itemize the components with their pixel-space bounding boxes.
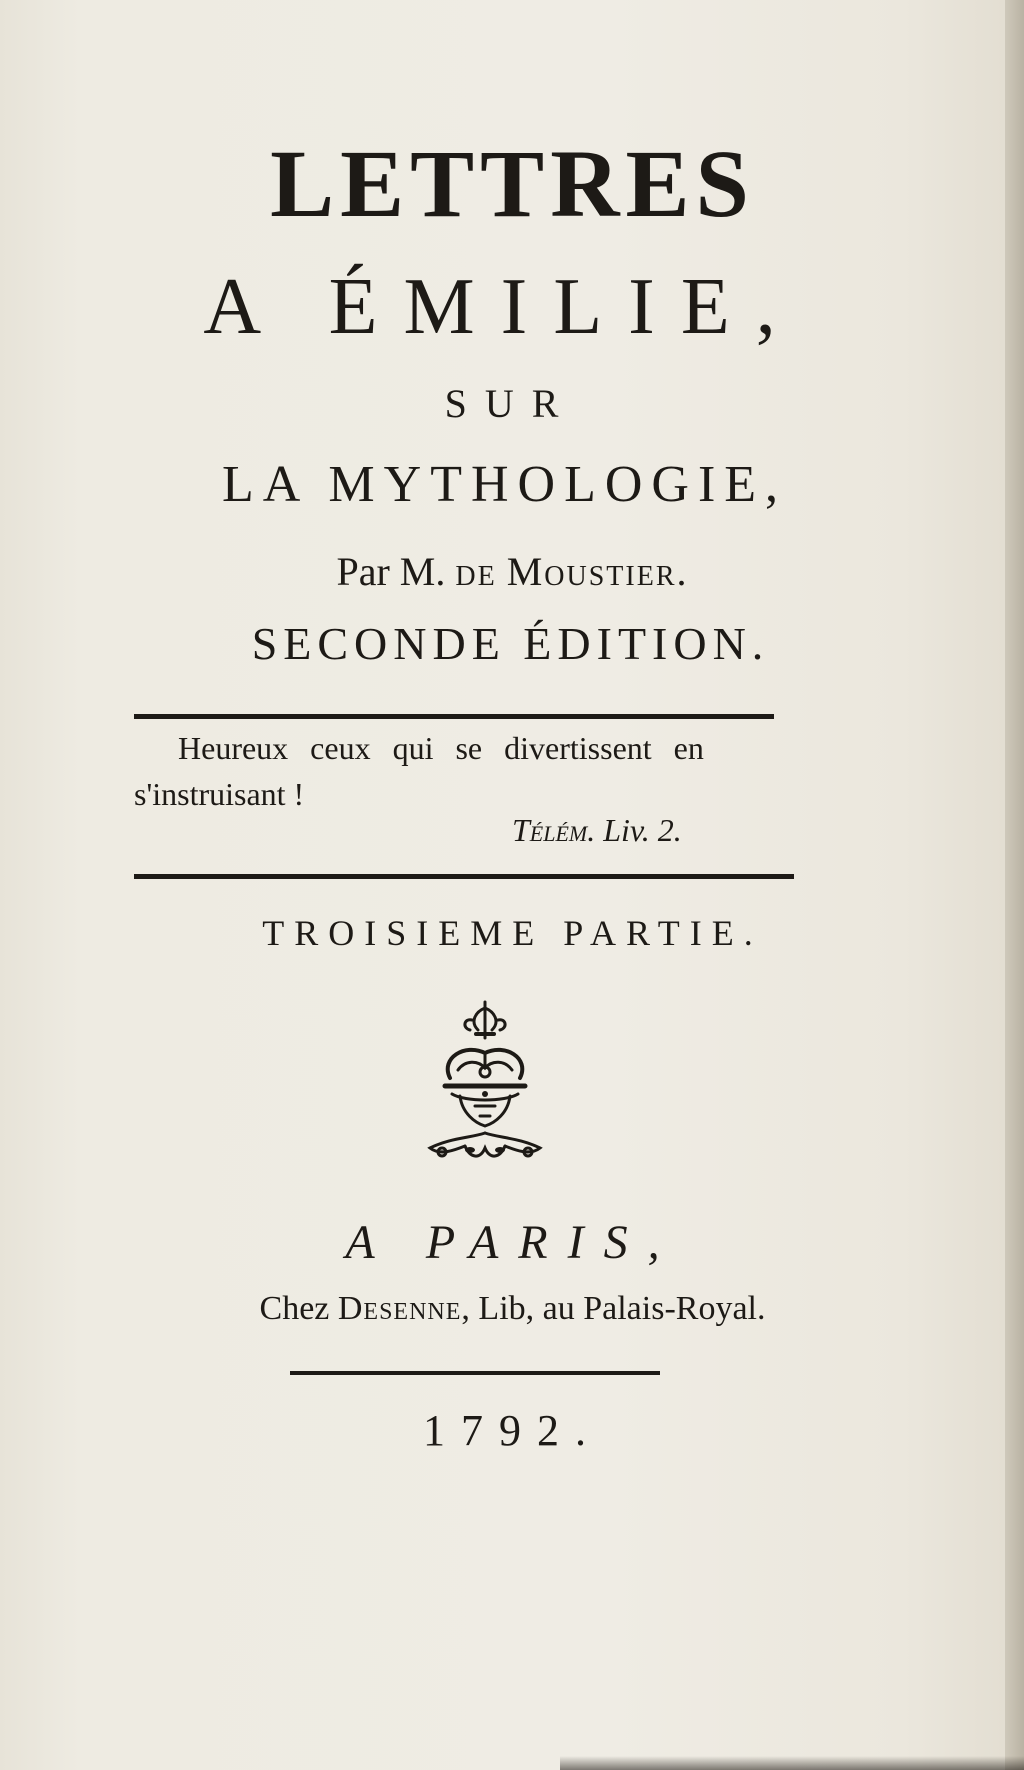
page-edge bbox=[1005, 0, 1024, 1770]
divider-rule-bottom bbox=[134, 874, 794, 879]
author-particle: de bbox=[455, 549, 497, 594]
edition-line: SECONDE ÉDITION. bbox=[251, 618, 770, 669]
author-name: Moustier. bbox=[506, 549, 689, 594]
author-prefix: Par M. bbox=[336, 549, 446, 594]
page-bottom-shadow bbox=[560, 1756, 1024, 1770]
fleur-de-lis-crown-icon bbox=[420, 998, 550, 1173]
epigraph-line-1: Heureux ceux qui se divertissent en bbox=[178, 730, 704, 766]
imprint-publisher bbox=[10, 1290, 1015, 1328]
publisher-name: Desenne bbox=[337, 1290, 462, 1327]
divider-rule-top bbox=[134, 714, 774, 719]
publisher-suffix: , Lib, au Palais-Royal. bbox=[461, 1290, 766, 1327]
title-line-mythologie: LA MYTHOLOGIE, bbox=[221, 456, 788, 513]
publisher-prefix: Chez bbox=[259, 1290, 330, 1327]
part-line: TROISIEME PARTIE. bbox=[262, 913, 763, 953]
title-line-lettres: LETTRES bbox=[270, 130, 755, 237]
epigraph-line-2: s'instruisant ! bbox=[134, 776, 305, 812]
author-line bbox=[10, 548, 1015, 595]
title-line-a-emilie: A ÉMILIE, bbox=[203, 263, 802, 351]
imprint-year: 1792. bbox=[423, 1406, 602, 1455]
epigraph-attribution bbox=[512, 812, 682, 849]
divider-rule-imprint bbox=[290, 1371, 660, 1375]
epigraph-reference: Liv. 2. bbox=[603, 812, 682, 848]
title-line-sur: SUR bbox=[444, 381, 577, 426]
epigraph-source: Télém. bbox=[512, 812, 596, 848]
imprint-place: A PARIS, bbox=[345, 1216, 680, 1269]
